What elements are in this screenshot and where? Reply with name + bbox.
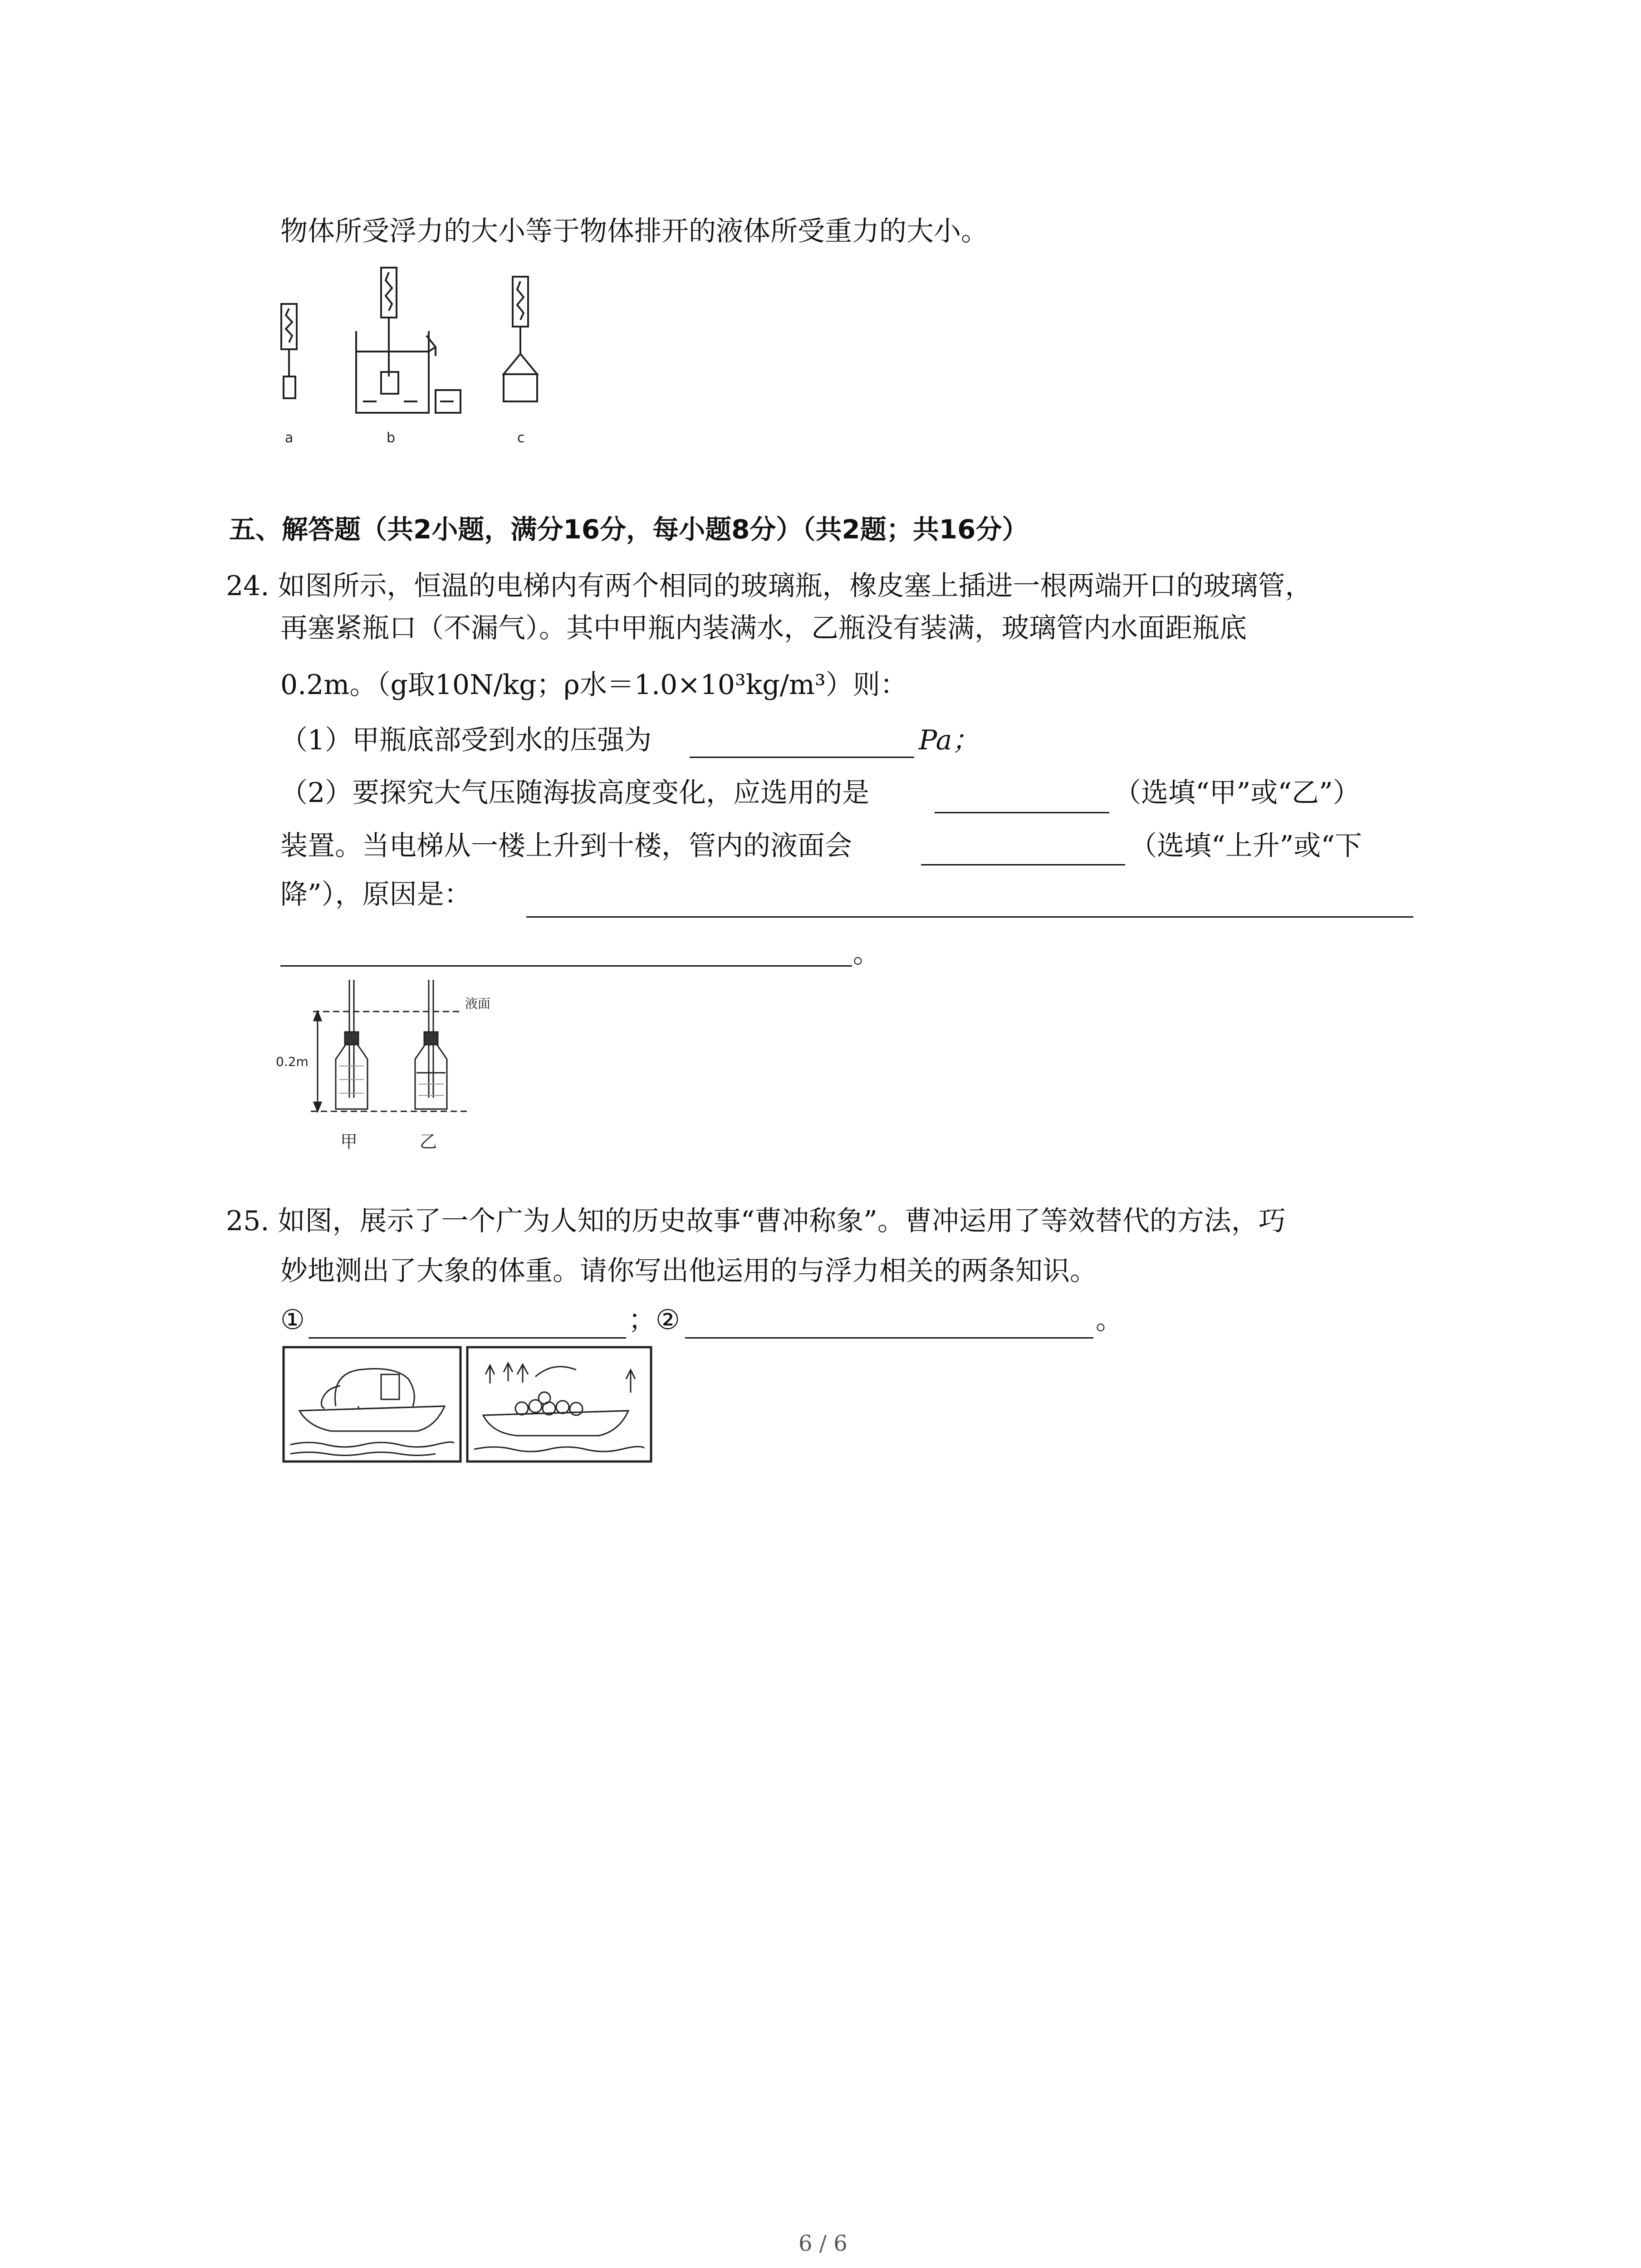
q24-sub2-text-a: （2）要探究大气压随海拔高度变化，应选用的是 [280, 777, 870, 809]
q24-line1: 24. 如图所示，恒温的电梯内有两个相同的玻璃瓶，橡皮塞上插进一根两端开口的玻璃管， [226, 570, 1313, 602]
q25-end-mark: 。 [1096, 1304, 1123, 1336]
q24-answer-reason-line1[interactable] [526, 916, 1413, 918]
q24-sub1-text: （1）甲瓶底部受到水的压强为 [280, 724, 652, 756]
page-number: 6 / 6 [798, 2231, 847, 2256]
q24-sub1-unit: Pa； [919, 724, 980, 756]
q24-line3: 0.2m。（g取10N/kg；ρ水＝1.0×10³kg/m³）则： [280, 669, 907, 701]
fig-jar-label-yi: 乙 [420, 1132, 437, 1152]
fig-label-c: c [517, 430, 525, 446]
q25-mark2: ② [656, 1304, 680, 1336]
fig-liquid-label: 液面 [465, 996, 491, 1011]
q24-sub2-tail-b: （选填“上升”或“下 [1130, 830, 1362, 862]
q25-answer-2[interactable] [685, 1337, 1093, 1339]
q25-line2: 妙地测出了大象的体重。请你写出他运用的与浮力相关的两条知识。 [280, 1255, 1097, 1287]
q25-sep: ； [628, 1304, 656, 1336]
fig-label-b: b [387, 430, 396, 446]
q24-line2: 再塞紧瓶口（不漏气）。其中甲瓶内装满水，乙瓶没有装满，玻璃管内水面距瓶底 [280, 612, 1247, 644]
q25-line1: 25. 如图，展示了一个广为人知的历史故事“曹冲称象”。曹冲运用了等效替代的方法，巧 [226, 1205, 1286, 1237]
q24-answer-device[interactable] [935, 812, 1109, 813]
fig-jar-label-jia: 甲 [340, 1132, 358, 1152]
q24-sub2-text-c: 降”），原因是： [280, 879, 471, 910]
conclusion-text: 物体所受浮力的大小等于物体排开的液体所受重力的大小。 [280, 215, 988, 247]
buoyancy-experiment-figure [272, 263, 581, 463]
jars-figure [272, 975, 508, 1157]
q24-end-mark: 。 [853, 938, 880, 969]
fig-label-a: a [285, 430, 294, 446]
q24-answer-level[interactable] [921, 864, 1125, 865]
q25-mark1: ① [280, 1304, 305, 1336]
q24-answer-pressure[interactable] [690, 757, 914, 758]
q24-answer-reason-line2[interactable] [280, 965, 852, 967]
fig-height-label: 0.2m [276, 1054, 309, 1069]
q24-sub2-tail-a: （选填“甲”或“乙”） [1114, 777, 1360, 809]
cao-chong-elephant-figure [281, 1343, 653, 1465]
q25-answer-1[interactable] [309, 1337, 626, 1339]
q24-sub2-text-b: 装置。当电梯从一楼上升到十楼，管内的液面会 [280, 830, 852, 862]
section-heading: 五、解答题（共2小题，满分16分，每小题8分）（共2题；共16分） [229, 514, 1029, 545]
